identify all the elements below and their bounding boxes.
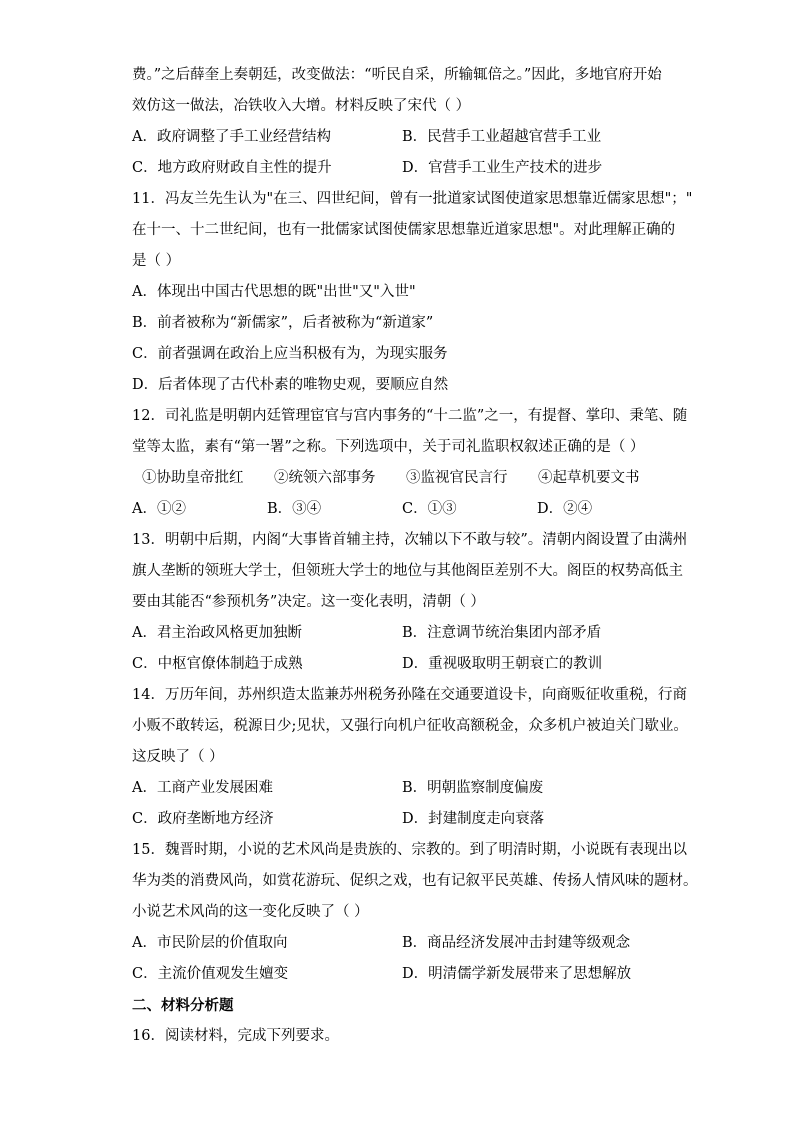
option-b: B．注意调节统治集团内部矛盾 [402, 625, 602, 641]
question-15 [132, 835, 698, 990]
question-text: 12．司礼监是明朝内廷管理宦官与宫内事务的“十二监”之一，有提督、掌印、秉笔、随 [132, 408, 688, 424]
option-b: B．前者被称为“新儒家”，后者被称为“新道家” [132, 315, 434, 331]
option-row [132, 959, 672, 990]
question-10 [132, 60, 672, 184]
option-a: A．①② [132, 501, 186, 517]
question-text: 华为类的消费风尚，如赏花游玩、促织之戏，也有记叙平民英雄、传扬人情风味的题材。 [132, 873, 698, 889]
statement-item: ②统领六部事务 [274, 470, 376, 486]
question-text: 14．万历年间，苏州织造太监兼苏州税务孙隆在交通要道设卡，向商贩征收重税，行商 [132, 687, 687, 703]
option-c: C．地方政府财政自主性的提升 [132, 160, 332, 176]
option-c: C．中枢官僚体制趋于成熟 [132, 656, 303, 672]
statement-list [132, 463, 672, 494]
option-b: B．明朝监察制度偏废 [402, 780, 544, 796]
option-a: A．市民阶层的价值取向 [132, 935, 288, 951]
option-b: B．③④ [267, 501, 322, 517]
question-text: 在十一、十二世纪间，也有一批儒家试图使儒家思想靠近道家思想"。对此理解正确的 [132, 222, 676, 238]
question-text: 是（ ） [132, 253, 181, 269]
option-d: D．明清儒学新发展带来了思想解放 [402, 966, 632, 982]
option-row [132, 122, 672, 153]
question-14 [132, 680, 688, 835]
option-row [132, 804, 672, 835]
option-row [132, 618, 672, 649]
option-a: A．君主治政风格更加独断 [132, 625, 302, 641]
option-d: D．后者体现了古代朴素的唯物史观，要顺应自然 [132, 377, 449, 393]
option-c: C．前者强调在政治上应当积极有为，为现实服务 [132, 346, 448, 362]
option-a: A．政府调整了手工业经营结构 [132, 129, 331, 145]
option-d: D．②④ [537, 501, 593, 517]
question-text: 费。”之后薛奎上奏朝廷，改变做法：“听民自采，所输辄倍之。”因此，多地官府开始 [132, 67, 662, 83]
option-c: C．①③ [402, 501, 457, 517]
question-text: 这反映了（ ） [132, 749, 224, 765]
question-text: 效仿这一做法，冶铁收入大增。材料反映了宋代（ ） [132, 98, 471, 114]
statement-item: ④起草机要文书 [538, 470, 640, 486]
question-text: 要由其能否“参预机务”决定。这一变化表明，清朝（ ） [132, 594, 485, 610]
question-text: 小贩不敢转运，税源日少;见状，又强行向机户征收高额税金，众多机户被迫关门歇业。 [132, 718, 688, 734]
question-text: 堂等太监，素有“第一署”之称。下列选项中，关于司礼监职权叙述正确的是（ ） [132, 439, 645, 455]
option-a: A．体现出中国古代思想的既"出世"又"入世" [132, 284, 416, 300]
option-row [132, 928, 672, 959]
option-c: C．主流价值观发生嬗变 [132, 966, 289, 982]
question-12 [132, 401, 688, 525]
option-d: D．封建制度走向衰落 [402, 811, 545, 827]
question-text: 13．明朝中后期，内阁“大事皆首辅主持，次辅以下不敢与较”。清朝内阁设置了由满州 [132, 532, 688, 548]
question-16: 16．阅读材料，完成下列要求。 [132, 1028, 339, 1044]
statement-item: ③监视官民言行 [406, 470, 508, 486]
option-c: C．政府垄断地方经济 [132, 811, 274, 827]
option-b: B．商品经济发展冲击封建等级观念 [402, 935, 631, 951]
section-heading: 二、材料分析题 [132, 997, 234, 1014]
option-row [132, 494, 672, 525]
option-row [132, 153, 672, 184]
statement-item: ①协助皇帝批红 [142, 470, 244, 486]
option-d: D．官营手工业生产技术的进步 [402, 160, 603, 176]
question-13 [132, 525, 688, 680]
question-text: 11．冯友兰先生认为"在三、四世纪间，曾有一批道家试图使道家思想靠近儒家思想"；" [132, 191, 693, 207]
question-text: 旗人垄断的领班大学士，但领班大学士的地位与其他阁臣差别不大。阁臣的权势高低主 [132, 563, 683, 579]
option-b: B．民营手工业超越官营手工业 [402, 129, 602, 145]
question-11 [132, 184, 693, 401]
question-text: 小说艺术风尚的这一变化反映了（ ） [132, 904, 369, 920]
exam-page [132, 60, 698, 1052]
question-text: 15．魏晋时期，小说的艺术风尚是贵族的、宗教的。到了明清时期，小说既有表现出以 [132, 842, 687, 858]
option-row [132, 649, 672, 680]
option-row [132, 773, 672, 804]
option-a: A．工商产业发展困难 [132, 780, 273, 796]
option-d: D．重视吸取明王朝衰亡的教训 [402, 656, 603, 672]
